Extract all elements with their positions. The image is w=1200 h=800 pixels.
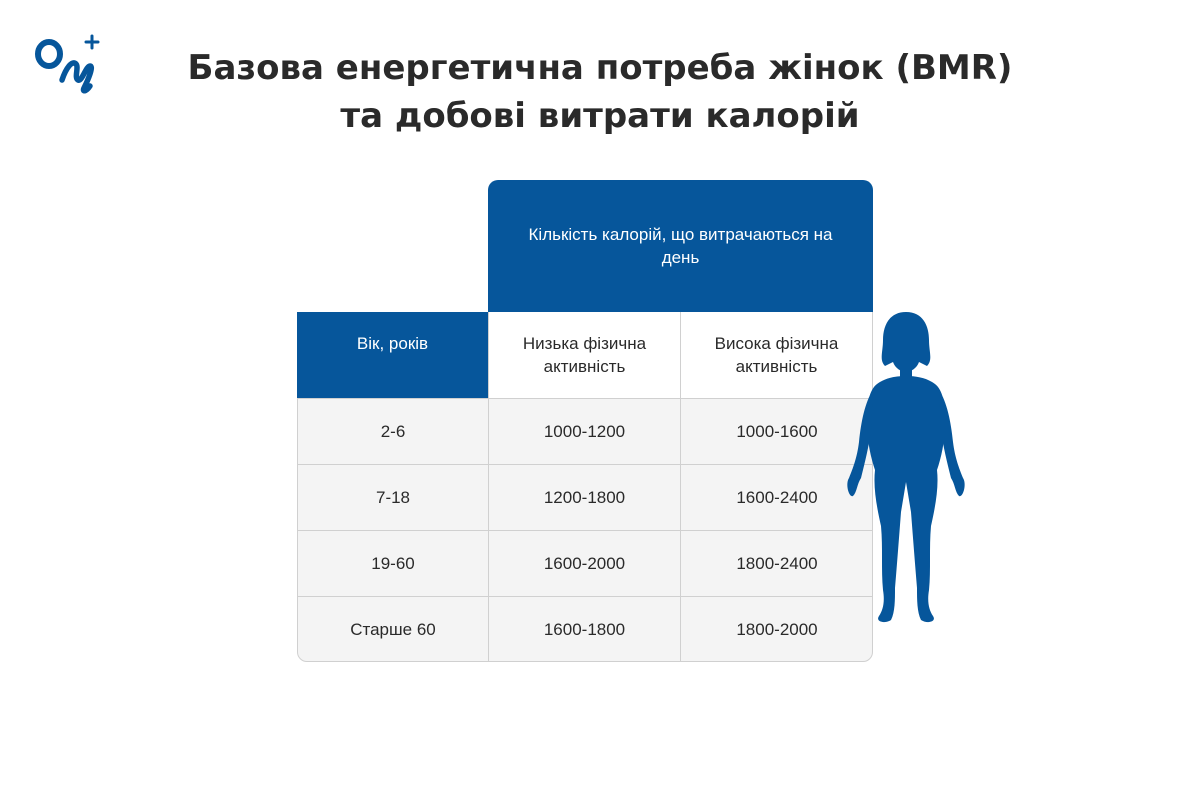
low-activity-header: Низька фізична активність bbox=[488, 312, 681, 398]
calories-table-body bbox=[297, 398, 873, 662]
age-cell: Старше 60 bbox=[298, 597, 489, 662]
woman-silhouette-icon bbox=[845, 312, 967, 628]
age-cell: 2-6 bbox=[298, 399, 489, 464]
low-activity-cell: 1600-1800 bbox=[489, 597, 681, 662]
high-activity-cell: 1000-1600 bbox=[736, 421, 818, 441]
low-activity-cell: 1000-1200 bbox=[489, 399, 681, 464]
table-row bbox=[298, 465, 873, 531]
table-row bbox=[298, 531, 873, 597]
table-row bbox=[298, 399, 873, 465]
high-activity-cell: 1800-2400 bbox=[736, 553, 818, 573]
calories-group-header: Кількість калорій, що витрачаються на день bbox=[488, 180, 873, 312]
title-line-2: та добові витрати калорій bbox=[340, 96, 860, 136]
title-line-1: Базова енергетична потреба жінок (BMR) bbox=[187, 48, 1013, 88]
page-title bbox=[0, 44, 1200, 140]
low-activity-cell: 1200-1800 bbox=[489, 465, 681, 530]
high-activity-header: Висока фізична активність bbox=[681, 312, 873, 398]
table-row bbox=[298, 597, 873, 662]
high-activity-cell: 1800-2000 bbox=[736, 620, 818, 639]
high-activity-cell: 1600-2400 bbox=[736, 487, 818, 507]
low-activity-cell: 1600-2000 bbox=[489, 531, 681, 596]
age-cell: 7-18 bbox=[298, 465, 489, 530]
age-column-header: Вік, років bbox=[297, 312, 488, 398]
age-cell: 19-60 bbox=[298, 531, 489, 596]
